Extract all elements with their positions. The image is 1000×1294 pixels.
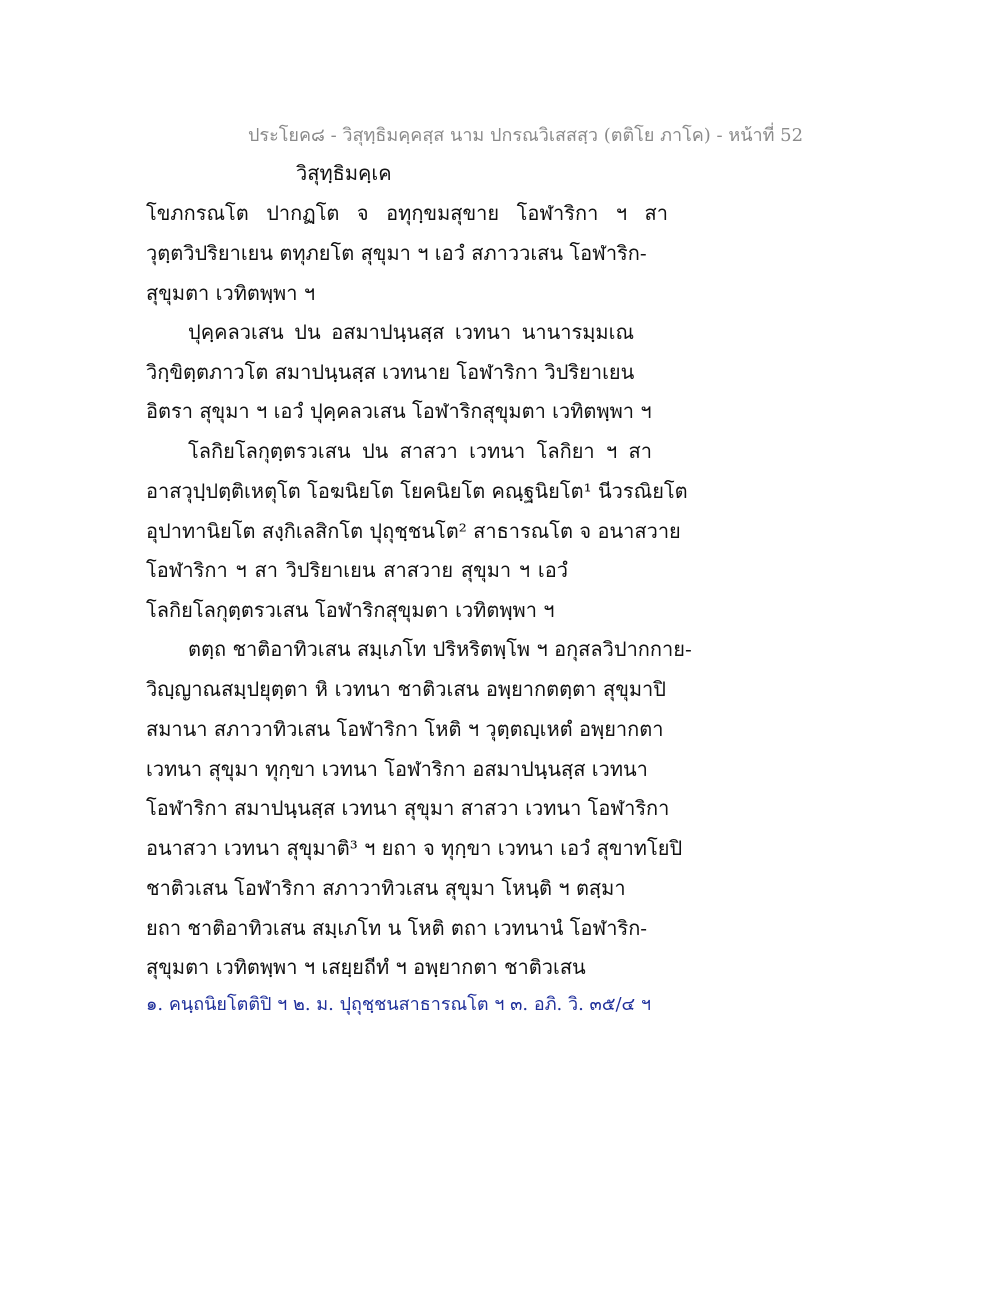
body-line: วิญฺญาณสมฺปยุตฺตา หิ เวทนา ชาติวเสน อพฺยากตตฺตา สุขุมาปิ — [146, 677, 666, 701]
body-line: โอฬาริกา ฯ สา วิปริยาเยน สาสวาย สุขุมา ฯ เอวํ — [146, 558, 568, 582]
body-line: โลกิยโลกุตฺตรวเสน ปน สาสวา เวทนา โลกิยา ฯ สา — [188, 439, 652, 463]
body-line: โขภกรณโต ปากฏโต จ อทุกฺขมสุขาย โอฬาริกา ฯ สา — [146, 201, 668, 225]
body-line: อาสวุปฺปตฺติเหตุโต โอฆนิยโต โยคนิยโต คณฺฐนิยโต¹ นีวรณิยโต — [146, 479, 688, 503]
body-line: สุขุมตา เวทิตพฺพา ฯ เสยฺยถีทํ ฯ อพฺยากตา ชาติวเสน — [146, 955, 586, 979]
body-line: โอฬาริกา สมาปนฺนสฺส เวทนา สุขุมา สาสวา เวทนา โอฬาริกา — [146, 796, 670, 820]
section-title: วิสุทฺธิมคฺเค — [296, 161, 392, 185]
body-line: สมานา สภาวาทิวเสน โอฬาริกา โหติ ฯ วุตฺตญฺเหตํ อพฺยากตา — [146, 717, 664, 741]
body-line: ชาติวเสน โอฬาริกา สภาวาทิวเสน สุขุมา โหนฺติ ฯ ตสฺมา — [146, 876, 626, 900]
body-line: เวทนา สุขุมา ทุกฺขา เวทนา โอฬาริกา อสมาปนฺนสฺส เวทนา — [146, 757, 648, 781]
body-line: โลกิยโลกุตฺตรวเสน โอฬาริกสุขุมตา เวทิตพฺพา ฯ — [146, 598, 555, 622]
body-line: อุปาทานิยโต สงฺกิเลสิกโต ปุถุชฺชนโต² สาธารณโต จ อนาสวาย — [146, 519, 681, 543]
body-line: ปุคฺคลวเสน ปน อสมาปนฺนสฺส เวทนา นานารมฺมเณ — [188, 320, 634, 344]
body-line: วิกฺขิตฺตภาวโต สมาปนฺนสฺส เวทนาย โอฬาริกา วิปริยาเยน — [146, 360, 635, 384]
body-line: อิตรา สุขุมา ฯ เอวํ ปุคฺคลวเสน โอฬาริกสุขุมตา เวทิตพฺพา ฯ — [146, 399, 652, 423]
body-line: ยถา ชาติอาทิวเสน สมฺเภโท น โหติ ตถา เวทนานํ โอฬาริก- — [146, 916, 648, 940]
body-line: ตตฺถ ชาติอาทิวเสน สมฺเภโท ปริหริตพฺโพ ฯ อกุสลวิปากกาย- — [188, 637, 692, 661]
body-line: อนาสวา เวทนา สุขุมาติ³ ฯ ยถา จ ทุกฺขา เวทนา เอวํ สุขาทโยปิ — [146, 836, 683, 860]
page-header: ประโยค๘ - วิสุทฺธิมคฺคสฺส นาม ปกรณวิเสสสฺว (ตติโย ภาโค) - หน้าที่ 52 — [248, 125, 804, 146]
body-line: สุขุมตา เวทิตพฺพา ฯ — [146, 281, 316, 305]
footnote: ๑. คนฺถนิยโตติปิ ฯ ๒. ม. ปุถุชฺชนสาธารณโต ฯ ๓. อภิ. วิ. ๓๕/๔ ฯ — [146, 994, 651, 1015]
body-line: วุตฺตวิปริยาเยน ตทุภยโต สุขุมา ฯ เอวํ สภาววเสน โอฬาริก- — [146, 241, 647, 265]
